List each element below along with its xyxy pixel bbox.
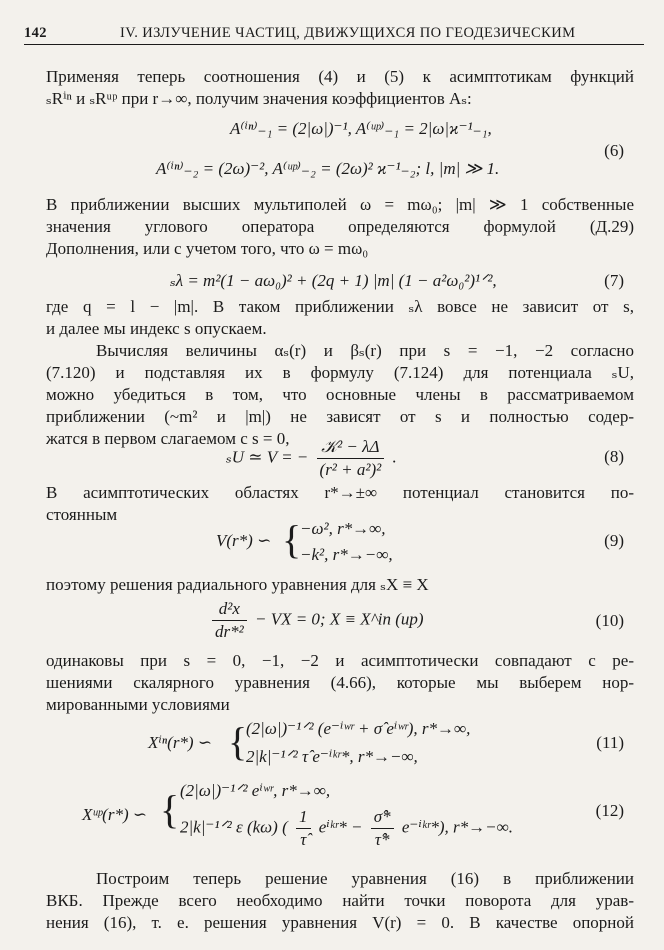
equation-12-fraction-1 — [296, 806, 311, 851]
text-line: шениями скалярного уравнения (4.66), которые мы выберем нор- — [46, 673, 634, 692]
equation-8-fraction — [317, 436, 385, 481]
text-line: Применяя теперь соотношения (4) и (5) к асимптотикам функций — [46, 67, 634, 86]
equation-number-7: (7) — [604, 271, 624, 290]
equation-12-middle: eⁱᵏʳ* − — [318, 817, 363, 837]
text-line: ВКБ. Прежде всего необходимо найти точки поворота для урав- — [46, 891, 634, 910]
equation-6-line-1: A⁽ⁱⁿ⁾₋₁ = (2|ω|)⁻¹, A⁽ᵘᵖ⁾₋₁ = 2|ω|ϰ⁻¹₋₁, — [230, 119, 492, 138]
equation-number-8: (8) — [604, 447, 624, 466]
page-number: 142 — [24, 25, 47, 41]
equation-number-6: (6) — [604, 141, 624, 160]
fraction-denominator: τ̂ — [300, 830, 307, 849]
equation-8-lhs: ₛU ≃ V = − — [226, 447, 309, 467]
equation-11-lhs: Xⁱⁿ(r*) ∽ — [148, 733, 213, 752]
text-line: поэтому решения радиального уравнения для ₛX ≡ X — [46, 575, 429, 594]
equation-10-rest: − VX = 0; X ≡ X^in (up) — [254, 609, 424, 629]
text-line: Дополнения, или с учетом того, что ω = mω₀ — [46, 239, 369, 258]
text-line: одинаковы при s = 0, −1, −2 и асимптотически совпадают с ре- — [46, 651, 634, 670]
equation-8-tail: . — [392, 447, 397, 467]
text-line: нения (16), т. е. решения уравнения V(r) = 0. В качестве опорной — [46, 913, 634, 932]
equation-11-case-1: (2|ω|)⁻¹ᐟ² (e⁻ⁱʷʳ + σ̂ eⁱʷʳ), r*→∞, — [246, 719, 471, 738]
equation-number-9: (9) — [604, 531, 624, 550]
equation-10-fraction — [212, 598, 247, 643]
fraction-denominator: τ̂* — [374, 830, 390, 849]
equation-8 — [226, 436, 397, 481]
text-line: (7.120) и подставляя их в формулу (7.124) для потенциала ₛU, — [46, 363, 634, 382]
text-line: можно убедиться в том, что основные члены в рассматриваемом — [46, 385, 634, 404]
text-line: ₛRⁱⁿ и ₛRᵘᵖ при r→∞, получим значения коэффициентов Aₛ: — [46, 89, 472, 108]
equation-12-fraction-2 — [371, 806, 394, 851]
equation-12-case-1: (2|ω|)⁻¹ᐟ² eⁱʷʳ, r*→∞, — [180, 781, 331, 800]
left-brace: { — [160, 787, 180, 832]
text-line: жатся в первом слагаемом с s = 0, — [46, 429, 290, 448]
text-line: стоянным — [46, 505, 118, 524]
fraction-numerator: σ̂* — [371, 806, 394, 829]
text-line: приближении (~m² и |m|) не зависят от s и полностью содер- — [46, 407, 634, 426]
left-brace: { — [228, 719, 248, 764]
equation-9-case-1: −ω², r*→∞, — [300, 519, 386, 538]
equation-9-lhs: V(r*) ∽ — [216, 531, 272, 550]
equation-7: ₛλ = m²(1 − aω₀)² + (2q + 1) |m| (1 − a²ω₀²)¹ᐟ², — [170, 271, 497, 290]
text-line: В асимптотических областях r*→±∞ потенциал становится по- — [46, 483, 634, 502]
text-line: Построим теперь решение уравнения (16) в приближении — [96, 869, 634, 888]
text-line: мированными условиями — [46, 695, 230, 714]
equation-number-12: (12) — [595, 801, 624, 820]
equation-6-line-2: A⁽ⁱⁿ⁾₋₂ = (2ω)⁻², A⁽ᵘᵖ⁾₋₂ = (2ω)² ϰ⁻¹₋₂; l, |m| ≫ 1. — [156, 159, 500, 178]
text-line: и далее мы индекс s опускаем. — [46, 319, 267, 338]
equation-12-prefix: 2|k|⁻¹ᐟ² ε (kω) ( — [180, 817, 288, 837]
equation-12-suffix: e⁻ⁱᵏʳ*), r*→−∞. — [401, 817, 514, 837]
fraction-denominator: (r² + a²)² — [319, 460, 382, 479]
equation-12-case-2 — [180, 806, 513, 851]
equation-number-11: (11) — [596, 733, 624, 752]
equation-9-case-2: −k², r*→−∞, — [300, 545, 393, 564]
text-line: где q = l − |m|. В таком приближении ₛλ вовсе не зависит от s, — [46, 297, 634, 316]
fraction-numerator: 1 — [296, 806, 311, 829]
fraction-denominator: dr*² — [215, 622, 244, 641]
fraction-numerator: 𝒦² − λΔ — [317, 436, 385, 459]
text-line: значения углового оператора определяются формулой (Д.29) — [46, 217, 634, 236]
equation-12-lhs: Xᵘᵖ(r*) ∽ — [82, 805, 148, 824]
equation-number-10: (10) — [595, 611, 624, 630]
equation-11-case-2: 2|k|⁻¹ᐟ² τ̂ e⁻ⁱᵏʳ*, r*→−∞, — [246, 747, 418, 766]
text-line: Вычисляя величины αₛ(r) и βₛ(r) при s = −1, −2 согласно — [96, 341, 634, 360]
text-line: В приближении высших мультиполей ω = mω₀; |m| ≫ 1 собственные — [46, 195, 634, 214]
running-title: IV. ИЗЛУЧЕНИЕ ЧАСТИЦ, ДВИЖУЩИХСЯ ПО ГЕОДЕЗИЧЕСКИМ — [120, 25, 576, 41]
fraction-numerator: d²x — [212, 598, 247, 621]
equation-10 — [208, 598, 424, 643]
left-brace: { — [282, 517, 302, 562]
running-header — [24, 20, 644, 45]
